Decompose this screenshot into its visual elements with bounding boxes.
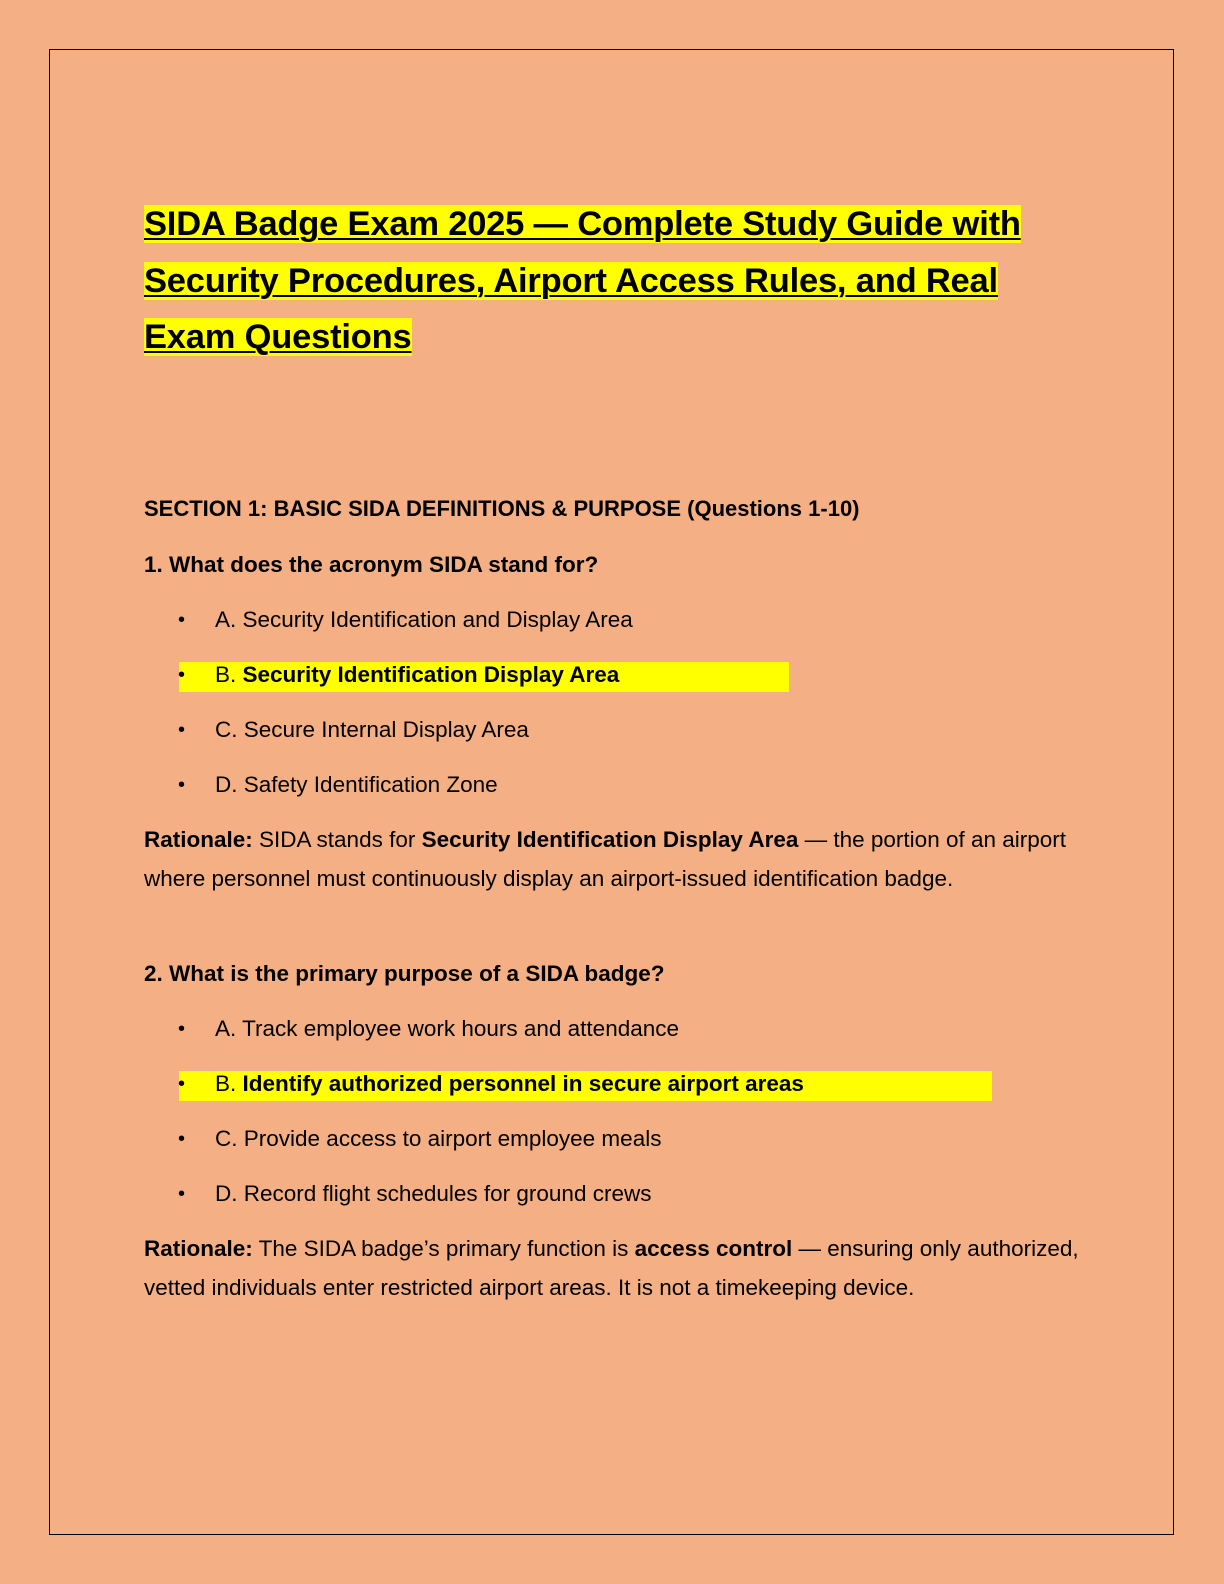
option-c [144, 716, 1084, 771]
rationale-label: Rationale: [144, 827, 253, 852]
rationale-text-after: — the portion of an airport where personnel must continuously display an airport-issued identification badge. [144, 827, 1067, 891]
bullet-icon: • [178, 774, 186, 796]
option-text: Track employee work hours and attendance [242, 1016, 680, 1041]
title-line-1: SIDA Badge Exam 2025 — Complete Study Guide with [144, 205, 1021, 243]
option-prefix: B. [215, 1071, 243, 1096]
option-prefix: D. [215, 772, 244, 797]
rationale [144, 820, 1084, 898]
option-prefix: C. [215, 1126, 244, 1151]
option-prefix: D. [215, 1181, 244, 1206]
option-b-correct [144, 1070, 1084, 1125]
title-line-2: Security Procedures, Airport Access Rules, and Real [144, 261, 998, 300]
document-title [144, 196, 1084, 366]
document-content [144, 196, 1084, 1300]
option-text: Security Identification and Display Area [242, 607, 633, 632]
question-text: 1. What does the acronym SIDA stand for? [144, 552, 599, 577]
rationale-text-before: The SIDA badge’s primary function is [252, 1236, 635, 1261]
option-text: Safety Identification Zone [243, 772, 498, 797]
option-a [144, 606, 1084, 661]
option-prefix: C. [215, 717, 244, 742]
option-b-correct [144, 661, 1084, 716]
rationale-text-after: — ensuring only authorized, vetted individuals enter restricted airport areas. It is not a timekeeping device. [144, 1236, 1079, 1300]
bullet-icon: • [178, 719, 186, 741]
rationale [144, 1229, 1084, 1307]
option-text: Record flight schedules for ground crews [243, 1181, 652, 1206]
bullet-icon: • [178, 1018, 186, 1040]
bullet-icon: • [178, 664, 186, 686]
rationale-emphasis: Security Identification Display Area [421, 827, 799, 852]
question-block-1 [144, 551, 1084, 898]
option-a [144, 1015, 1084, 1070]
options-list [144, 1015, 1084, 1235]
rationale-emphasis: access control [634, 1236, 793, 1261]
option-text: Identify authorized personnel in secure airport areas [242, 1071, 804, 1096]
bullet-icon: • [178, 609, 186, 631]
bullet-icon: • [178, 1128, 186, 1150]
option-prefix: A. [215, 1016, 243, 1041]
option-text: Provide access to airport employee meals [243, 1126, 662, 1151]
option-text: Security Identification Display Area [242, 662, 620, 687]
option-prefix: A. [215, 607, 243, 632]
rationale-label: Rationale: [144, 1236, 253, 1261]
bullet-icon: • [178, 1183, 186, 1205]
title-line-3: Exam Questions [144, 318, 412, 356]
bullet-icon: • [178, 1073, 186, 1095]
question-text: 2. What is the primary purpose of a SIDA badge? [144, 961, 665, 986]
option-d [144, 771, 1084, 826]
option-prefix: B. [215, 662, 243, 687]
option-c [144, 1125, 1084, 1180]
question-block-2 [144, 960, 1084, 1307]
options-list [144, 606, 1084, 826]
rationale-text-before: SIDA stands for [252, 827, 422, 852]
option-text: Secure Internal Display Area [243, 717, 529, 742]
option-d [144, 1180, 1084, 1235]
section-heading: SECTION 1: BASIC SIDA DEFINITIONS & PURPOSE (Questions 1-10) [144, 496, 860, 521]
